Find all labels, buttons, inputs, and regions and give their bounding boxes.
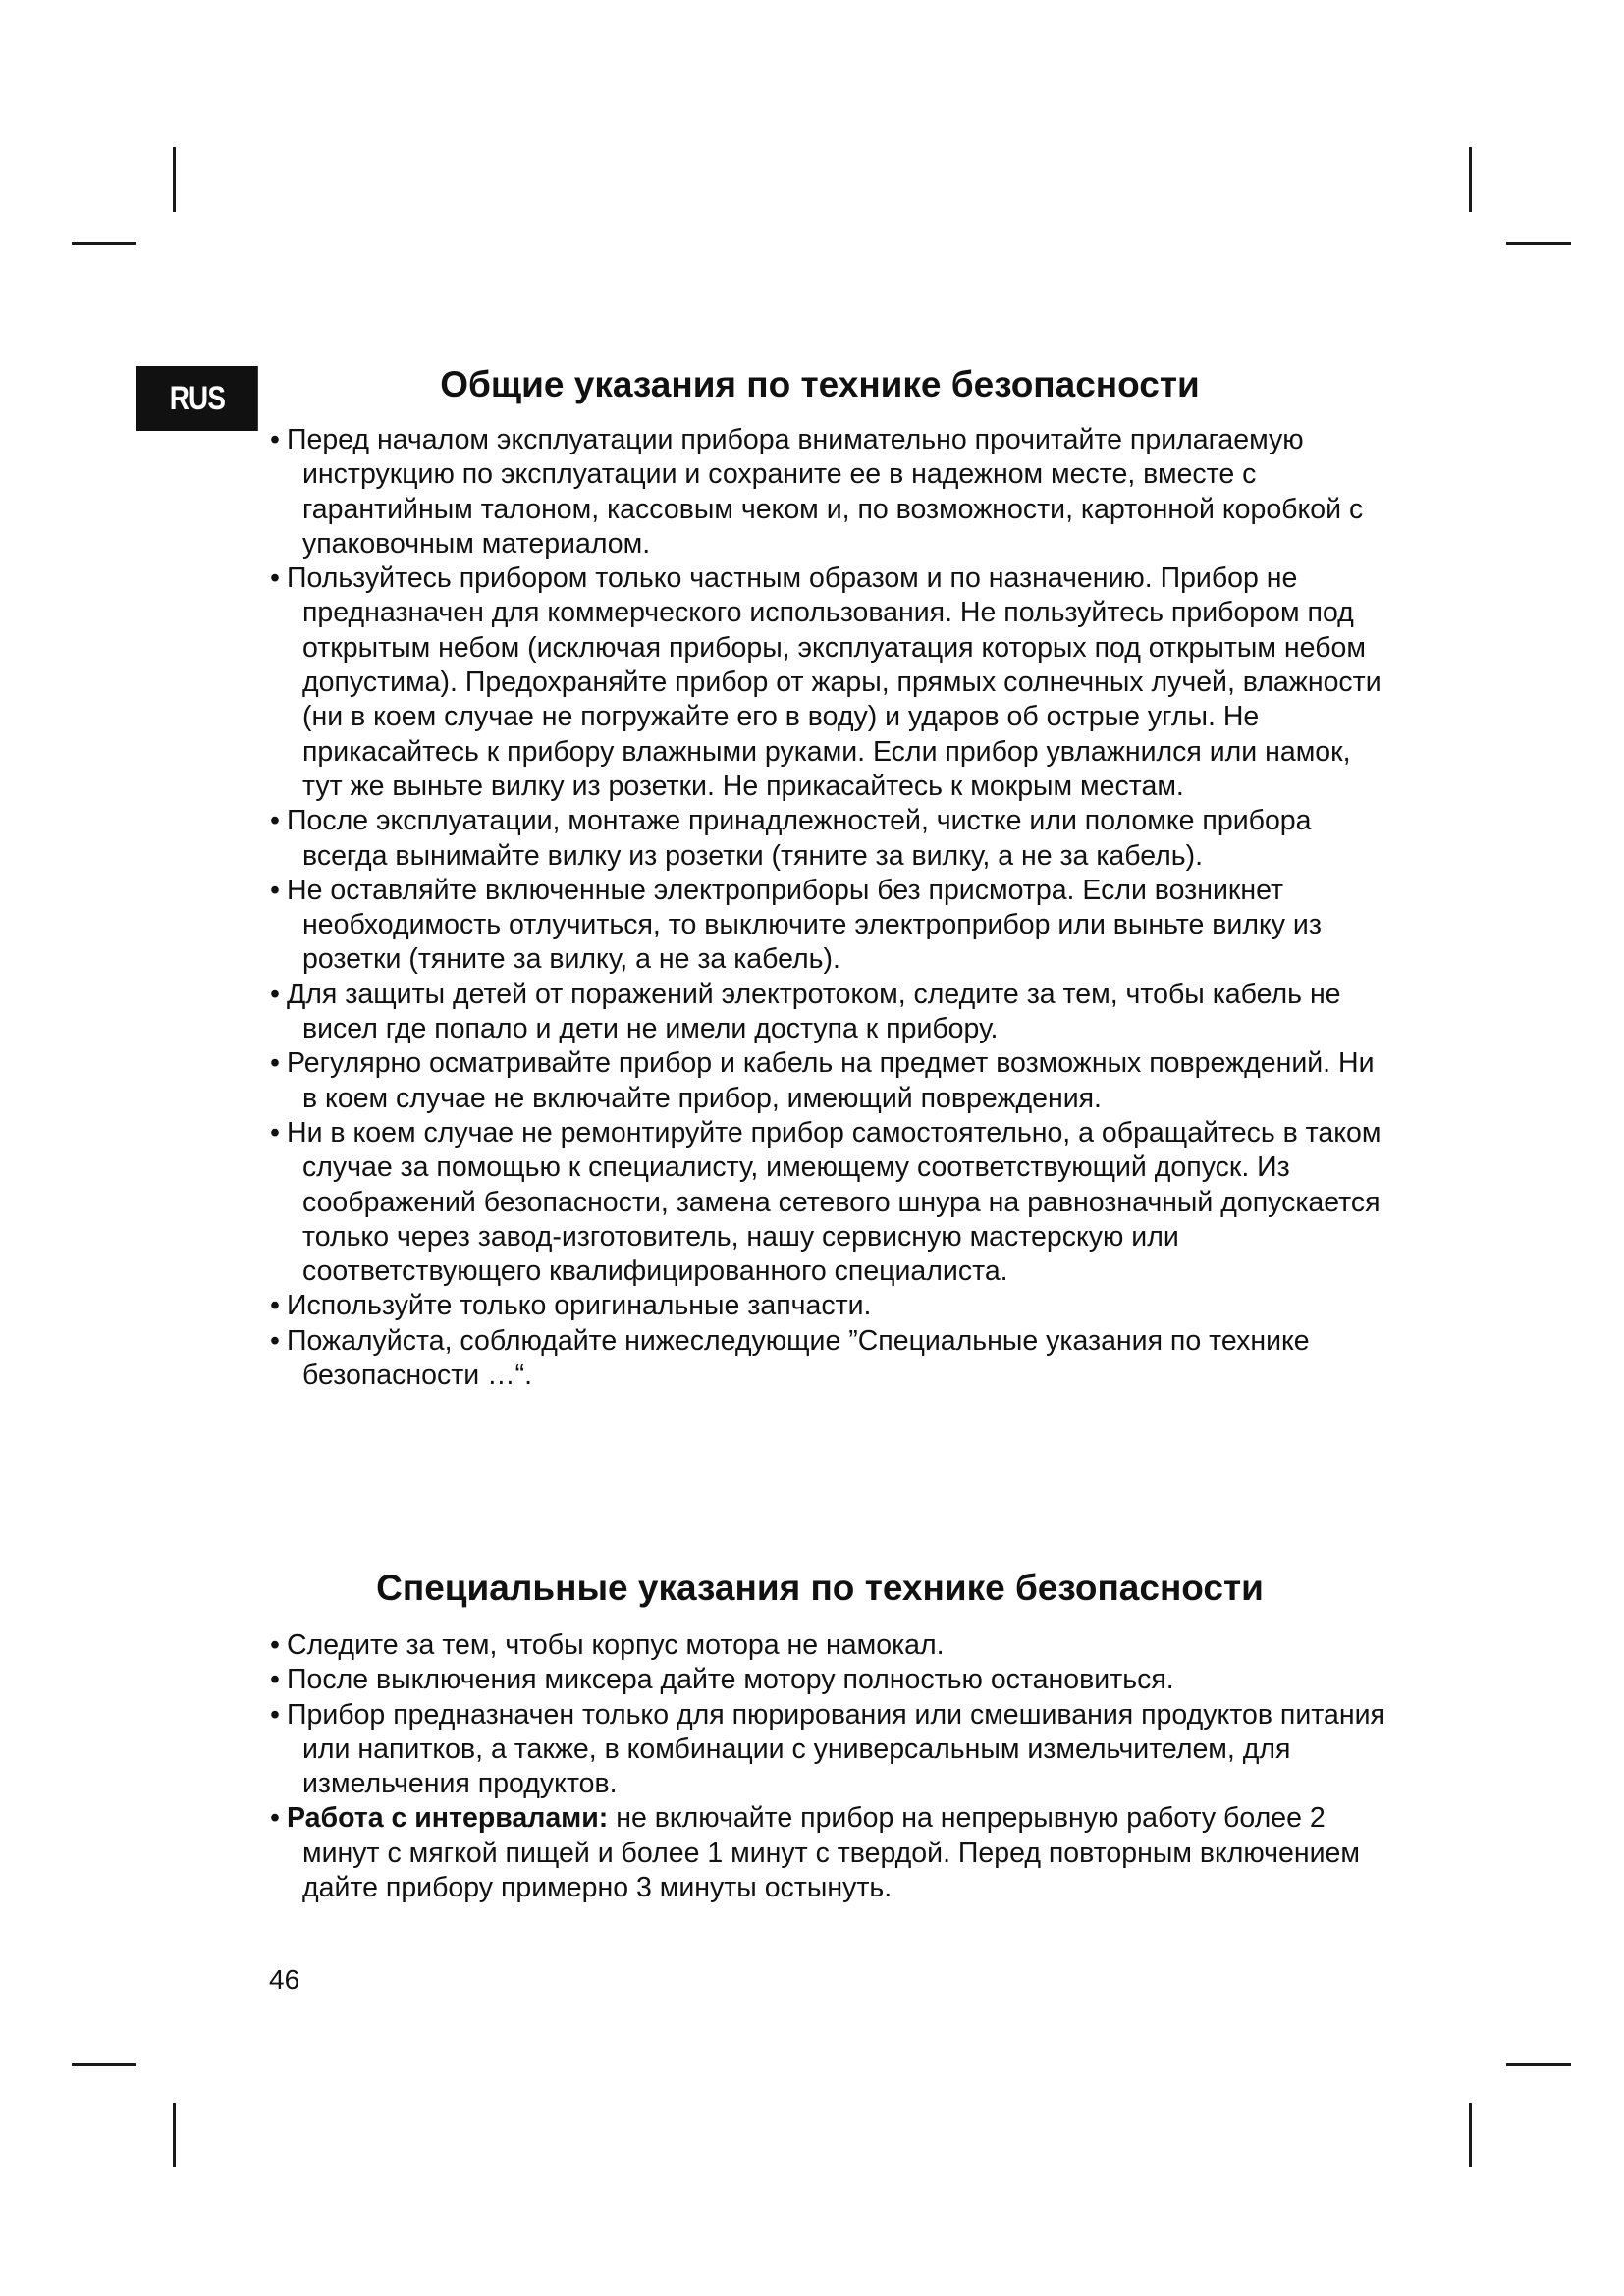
bullet-icon: • [270, 562, 280, 595]
bullet-icon: • [270, 874, 280, 906]
bullet-icon: • [270, 978, 280, 1010]
bullet-icon: • [270, 1629, 280, 1661]
bullet-icon: • [270, 1698, 280, 1731]
crop-mark-top-left-horizontal [72, 242, 136, 245]
section-title-special-safety: Специальные указания по технике безопасности [376, 1568, 1264, 1608]
crop-mark-bottom-right-vertical [1469, 2103, 1472, 2167]
bullet-icon: • [270, 1664, 280, 1696]
bullet-icon: • [270, 424, 280, 455]
language-tab: RUS [136, 366, 258, 431]
crop-mark-top-left-vertical [173, 147, 176, 212]
list-item: • Прибор предназначен только для пюрирования или смешивания продуктов питания или напитков, а также, в комбинации с универсальным измельчителем, для измельчения продуктов. [267, 1698, 1386, 1802]
list-item: • Регулярно осматривайте прибор и кабель на предмет возможных повреждений. Ни в коем случае не включайте прибор, имеющий повреждения. [267, 1046, 1386, 1116]
general-safety-list [267, 423, 1386, 1393]
list-item: • Ни в коем случае не ремонтируйте прибор самостоятельно, а обращайтесь в таком случае за помощью к специалисту, имеющему соответствующий допуск. Из соображений безопасности, замена сетевого шнура на равнозначный допускается только через завод-изготовитель, нашу сервисную мастерскую или соответствующего квалифицированного специалиста. [267, 1116, 1386, 1289]
list-item: • Пользуйтесь прибором только частным образом и по назначению. Прибор не предназначен для коммерческого использования. Не пользуйтесь прибором под открытым небом (исключая приборы, эксплуатация которых под открытым небом допустима). Предохраняйте прибор от жары, прямых солнечных лучей, влажности (ни в коем случае не погружайте его в воду) и ударов об острые углы. Не прикасайтесь к прибору влажными руками. Если прибор увлажнился или намок, тут же выньте вилку из розетки. Не прикасайтесь к мокрым местам. [267, 561, 1386, 804]
crop-mark-bottom-left-vertical [173, 2103, 176, 2167]
list-item: • После выключения миксера дайте мотору полностью остановиться. [267, 1663, 1386, 1697]
list-item: • Для защиты детей от поражений электротоком, следите за тем, чтобы кабель не висел где попало и дети не имели доступа к прибору. [267, 978, 1386, 1047]
list-item: • Не оставляйте включенные электроприборы без присмотра. Если возникнет необходимость отлучиться, то выключите электроприбор или выньте вилку из розетки (тяните за вилку, а не за кабель). [267, 874, 1386, 978]
interval-text: не включайте прибор на непрерывную работу более 2 минут с мягкой пищей и более 1 минут с твердой. Перед повторным включением дайте прибору примерно 3 минуты остынуть. [302, 1802, 1360, 1904]
crop-mark-bottom-right-horizontal [1506, 2063, 1571, 2066]
bullet-icon: • [270, 1290, 280, 1322]
bullet-icon: • [270, 805, 280, 837]
list-item: • Пожалуйста, соблюдайте нижеследующие ”Специальные указания по технике безопасности …“. [267, 1324, 1386, 1394]
special-safety-list [267, 1629, 1386, 1905]
bullet-icon: • [270, 1047, 280, 1080]
list-item-interval-operation [267, 1801, 1386, 1905]
list-item: • Следите за тем, чтобы корпус мотора не намокал. [267, 1629, 1386, 1663]
section-title-general-safety: Общие указания по технике безопасности [440, 364, 1200, 404]
crop-mark-top-right-vertical [1469, 147, 1472, 212]
crop-mark-top-right-horizontal [1506, 242, 1571, 245]
list-item: • Перед началом эксплуатации прибора внимательно прочитайте прилагаемую инструкцию по эксплуатации и сохраните ее в надежном месте, вместе с гарантийным талоном, кассовым чеком и, по возможности, картонной коробкой с упаковочным материалом. [267, 423, 1386, 561]
list-item: • После эксплуатации, монтаже принадлежностей, чистке или поломке прибора всегда вынимайте вилку из розетки (тяните за вилку, а не за кабель). [267, 804, 1386, 874]
interval-label: Работа с интервалами: [287, 1802, 609, 1835]
bullet-icon: • [270, 1324, 280, 1357]
page-number: 46 [269, 1964, 300, 1995]
list-item: • Используйте только оригинальные запчасти. [267, 1289, 1386, 1323]
bullet-icon: • [270, 1802, 280, 1835]
bullet-icon: • [270, 1116, 280, 1148]
crop-mark-bottom-left-horizontal [72, 2063, 136, 2066]
